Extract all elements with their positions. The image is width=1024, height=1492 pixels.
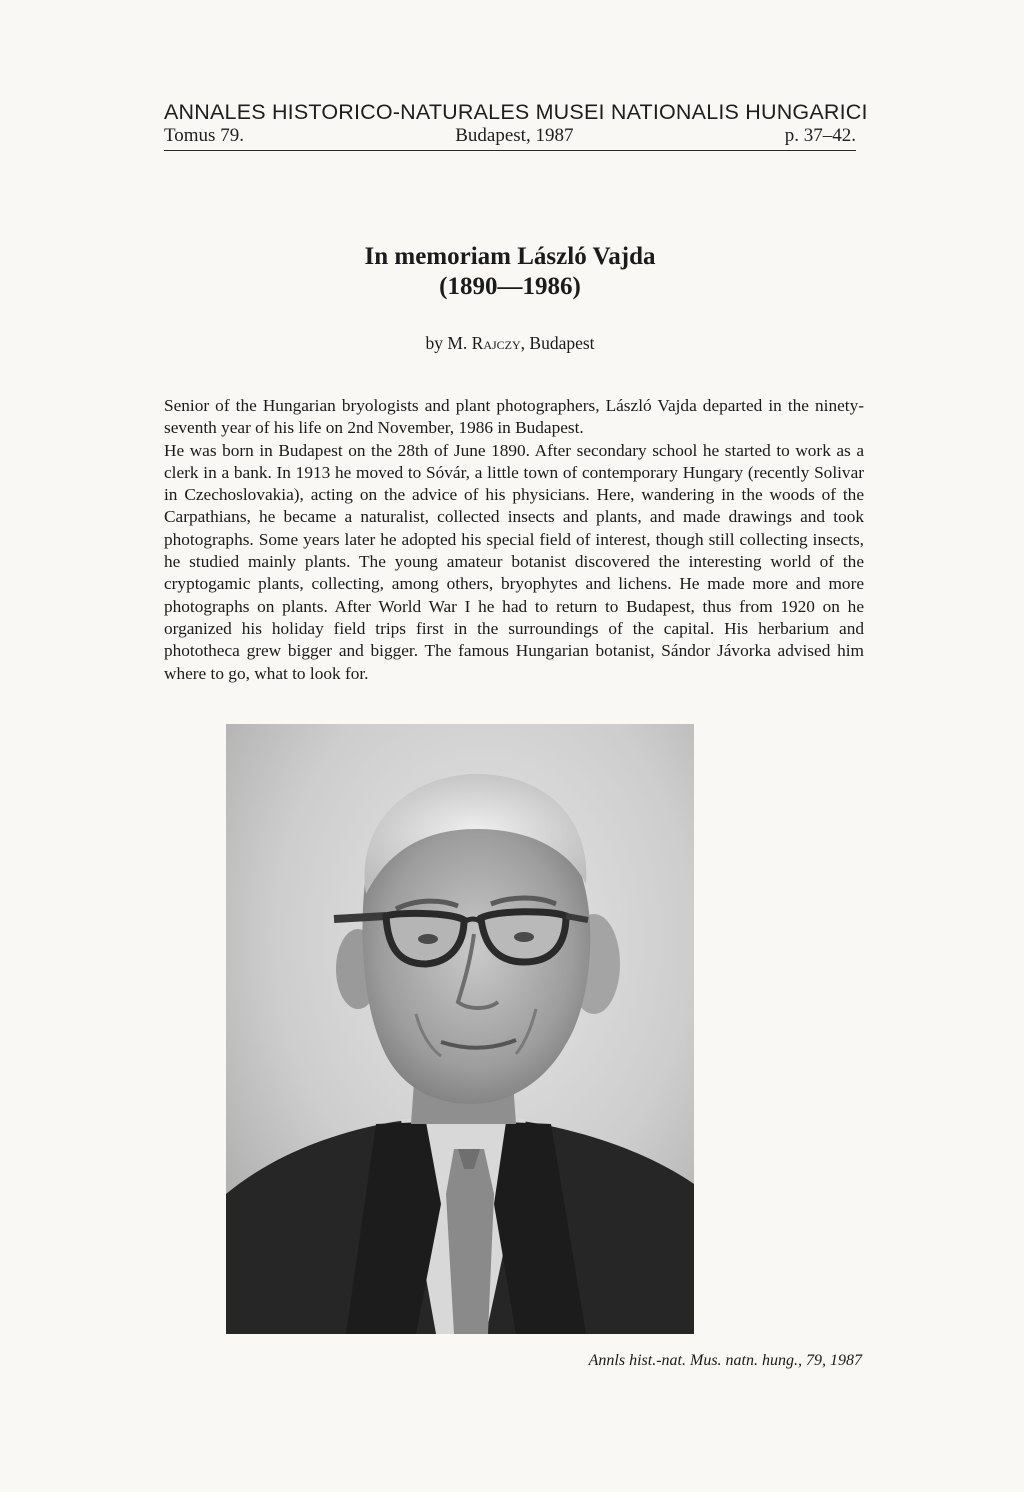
title-block [164, 242, 856, 354]
paragraph: Senior of the Hungarian bryologists and plant photographers, László Vajda departed in the ninety-seventh year of his life on 2nd November, 1986 in Budapest. [164, 396, 864, 438]
portrait-image [226, 724, 694, 1334]
byline-suffix: , Budapest [520, 333, 595, 353]
journal-issue-line [164, 125, 856, 151]
byline-prefix: by M. [425, 333, 468, 353]
journal-header [164, 100, 868, 151]
place-year: Budapest, 1987 [455, 125, 574, 146]
volume-number: Tomus 79. [164, 125, 244, 146]
byline [164, 332, 856, 354]
portrait-photo [226, 724, 694, 1334]
article-body [164, 395, 864, 685]
author-surname: Rajczy [471, 333, 521, 353]
article-title-line-2: (1890—1986) [439, 273, 581, 300]
journal-name: ANNALES HISTORICO-NATURALES MUSEI NATIONALIS HUNGARICI [164, 100, 868, 124]
journal-citation: Annls hist.-nat. Mus. natn. hung., 79, 1987 [588, 1352, 862, 1369]
paragraph: He was born in Budapest on the 28th of June 1890. After secondary school he started to work as a clerk in a bank. In 1913 he moved to Sóvár, a little town of contemporary Hungary (recently Solivar in Czechoslovakia), acting on the advice of his physicians. Here, wandering in the woods of the Carpathians, he became a naturalist, collected insects and plants, and made drawings and took photographs. Some years later he adopted his special field of interest, though still collecting insects, he studied mainly plants. The young amateur botanist discovered the interesting world of the cryptogamic plants, collecting, among others, bryophytes and lichens. He made more and more photographs on plants. After World War I he had to return to Budapest, thus from 1920 on he organized his holiday field trips first in the surroundings of the capital. His herbarium and phototheca grew bigger and bigger. The famous Hungarian botanist, Sándor Jávorka advised him where to go, what to look for. [164, 440, 864, 683]
article-title [164, 242, 856, 302]
article-title-line-1: In memoriam László Vajda [364, 243, 656, 270]
page-range: p. 37–42. [784, 125, 856, 146]
